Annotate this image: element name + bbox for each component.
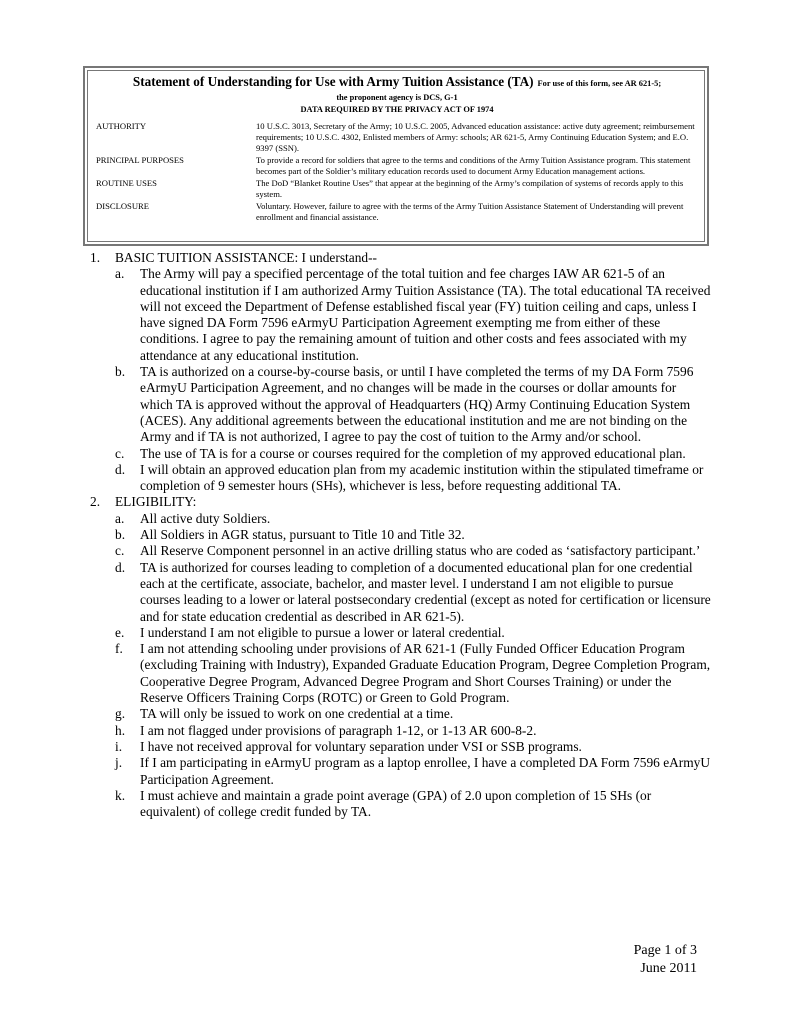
privacy-act-heading: DATA REQUIRED BY THE PRIVACY ACT OF 1974 [300, 105, 494, 114]
item-letter: d. [115, 559, 126, 575]
privacy-act-header-box [83, 66, 709, 246]
privacy-text: 10 U.S.C. 3013, Secretary of the Army; 10 U.S.C. 2005, Advanced education assistance: active duty agreement; reimbursement requirements; 10 U.S.C. 4302, Enlisted members of Army: schools; AR 621-5, Army Continuing Education System; and E.O. 9397 (SSN). [256, 121, 695, 153]
item-letter: b. [115, 364, 126, 380]
item-text: TA is authorized on a course-by-course basis, or until I have completed the terms of my DA Form 7596 eArmyU Participation Agreement, and no changes will be made in the courses or dollar amounts for which TA is approved without the approval of Headquarters (HQ) Army Continuing Education System (ACES). Any additional agreements between the educational institution and me are not binding on the Army and if TA is not authorized, I agree to pay the cost of tuition to the Army and/or school. [140, 364, 694, 445]
item-letter: a. [115, 510, 125, 526]
list-item [90, 266, 712, 364]
item-letter: f. [115, 641, 123, 657]
section-title: ELIGIBILITY: [115, 494, 197, 510]
privacy-row-disclosure [96, 201, 698, 224]
privacy-label: PRINCIPAL PURPOSES [96, 155, 184, 165]
item-text: I am not attending schooling under provisions of AR 621-1 (Fully Funded Officer Education Program (excluding Training with Industry), Expanded Graduate Education Program, Degree Completion Program, Cooperative Degree Program, Advanced Degree Program and Short Courses Training) or under the Reserve Officers Training Corps (ROTC) or Green to Gold Program. [140, 641, 711, 706]
item-text: The use of TA is for a course or courses required for the completion of my approved educational plan. [140, 445, 686, 461]
item-letter: i. [115, 738, 123, 754]
item-letter: k. [115, 787, 126, 803]
item-text: I have not received approval for voluntary separation under VSI or SSB programs. [140, 738, 582, 754]
privacy-row-authority [96, 121, 698, 155]
item-text: I must achieve and maintain a grade point average (GPA) of 2.0 upon completion of 15 SHs (or equivalent) of college credit funded by TA. [140, 787, 652, 820]
privacy-label: ROUTINE USES [96, 178, 157, 188]
item-text: The Army will pay a specified percentage of the total tuition and fee charges IAW AR 621-5 of an educational institution if I am authorized Army Tuition Assistance (TA). The total educational TA received will not exceed the Department of Defense established fiscal year (FY) tuition ceiling and caps, unless I have signed DA Form 7596 eArmyU Participation Agreement exempting me from either of these conditions. I agree to pay the remaining amount of tuition and other costs and fees associated with my attendance at any educational institution. [140, 266, 711, 363]
list-item [90, 511, 712, 527]
section-heading [90, 250, 712, 266]
list-item [90, 739, 712, 755]
list-item [90, 755, 712, 788]
section-heading [90, 494, 712, 510]
item-text: All Reserve Component personnel in an active drilling status who are coded as ‘satisfactory participant.’ [140, 543, 701, 559]
item-letter: c. [115, 543, 125, 559]
privacy-text: To provide a record for soldiers that agree to the terms and conditions of the Army Tuition Assistance program. This statement becomes part of the Soldier’s military education records used to document Army Education management actions. [256, 155, 691, 176]
section-title: BASIC TUITION ASSISTANCE: I understand-- [115, 250, 378, 265]
item-text: TA is authorized for courses leading to completion of a documented educational plan for one credential each at the certificate, associate, bachelor, and master level. I understand I am not eligible to pursue courses leading to a lower or lateral postsecondary credential (except as noted for certification or licensure and for state education credential as described in AR 621-5). [140, 559, 711, 624]
privacy-label: DISCLOSURE [96, 201, 150, 211]
privacy-text: Voluntary. However, failure to agree with the terms of the Army Tuition Assistance Statement of Understanding will prevent enrollment and financial assistance. [256, 201, 684, 222]
page-footer [634, 942, 697, 978]
list-item [90, 364, 712, 445]
list-item [90, 625, 712, 641]
privacy-label: AUTHORITY [96, 121, 147, 131]
page-number: Page 1 of 3 [633, 943, 697, 958]
list-item [90, 641, 712, 706]
proponent-line: the proponent agency is DCS, G-1 [336, 93, 458, 102]
item-text: I will obtain an approved education plan from my academic institution within the stipulated timeframe or completion of 9 semester hours (SHs), whichever is less, before requesting additional TA. [140, 461, 704, 494]
item-letter: c. [115, 445, 125, 461]
item-letter: j. [115, 755, 123, 771]
item-letter: a. [115, 266, 125, 282]
document-body [90, 250, 712, 820]
item-letter: g. [115, 706, 126, 722]
list-item [90, 462, 712, 495]
list-item [90, 788, 712, 821]
item-text: I am not flagged under provisions of paragraph 1-12, or 1-13 AR 600-8-2. [140, 722, 537, 738]
list-item [90, 723, 712, 739]
item-text: All active duty Soldiers. [140, 510, 271, 526]
list-item [90, 706, 712, 722]
privacy-act-header-inner [87, 70, 705, 242]
form-title-note: For use of this form, see AR 621-5; [537, 79, 662, 88]
form-title: Statement of Understanding for Use with Army Tuition Assistance (TA) [132, 74, 534, 89]
section-number: 2. [90, 494, 101, 510]
privacy-row-principal-purposes [96, 155, 698, 178]
list-item [90, 446, 712, 462]
item-letter: e. [115, 624, 125, 640]
privacy-text: The DoD “Blanket Routine Uses” that appear at the beginning of the Army’s compilation of systems of records apply to this system. [256, 178, 684, 199]
section-number: 1. [90, 250, 101, 265]
item-letter: d. [115, 461, 126, 477]
privacy-act-table [96, 121, 698, 224]
item-text: TA will only be issued to work on one credential at a time. [140, 706, 454, 722]
item-text: All Soldiers in AGR status, pursuant to Title 10 and Title 32. [140, 527, 465, 543]
privacy-row-routine-uses [96, 178, 698, 201]
item-letter: h. [115, 722, 126, 738]
list-item [90, 527, 712, 543]
list-item [90, 560, 712, 625]
form-title-line [96, 74, 698, 92]
revision-date: June 2011 [640, 961, 697, 976]
item-text: If I am participating in eArmyU program as a laptop enrollee, I have a completed DA Form 7596 eArmyU Participation Agreement. [140, 755, 711, 787]
list-item [90, 543, 712, 559]
item-text: I understand I am not eligible to pursue a lower or lateral credential. [140, 624, 505, 640]
item-letter: b. [115, 527, 126, 543]
